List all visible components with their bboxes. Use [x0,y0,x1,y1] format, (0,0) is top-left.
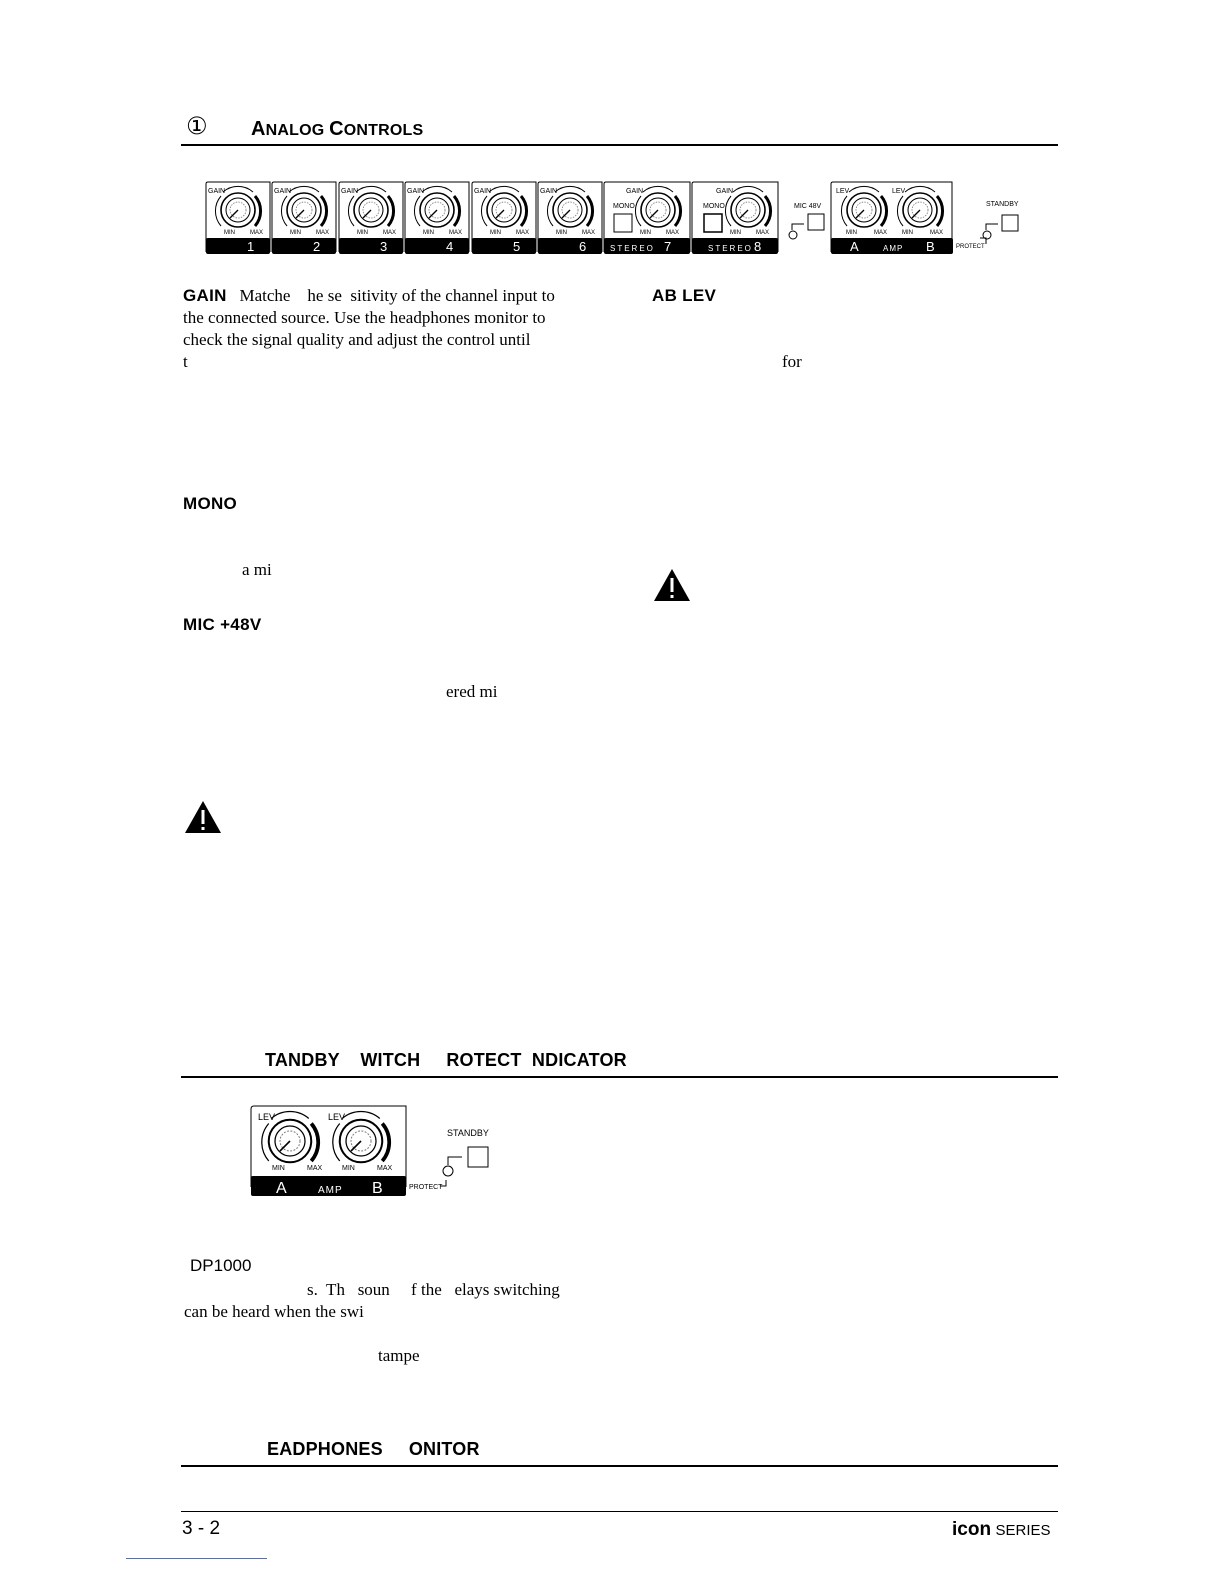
dp1000-fragment: tampe [378,1346,420,1365]
amp-label-large: AMP [318,1185,343,1196]
title-small-a: NALOG [265,122,330,139]
gain-label-4: GAIN [407,188,425,195]
protect-label-large: PROTECT [409,1184,443,1191]
section-rule-1 [181,144,1058,146]
mono-switch-7[interactable] [614,214,632,232]
title-cap-a: A [251,118,266,140]
analog-controls-panel [200,178,1030,262]
min-label-5: MIN [490,230,501,236]
section-title-standby: TANDBY WITCH ROTECT NDICATOR [265,1050,627,1070]
gain-label-2: GAIN [274,188,292,195]
section-rule-2 [181,1076,1058,1078]
min-label-4: MIN [423,230,434,236]
stereo-label-8: STEREO [708,244,753,253]
channel-number-2: 2 [313,239,321,254]
gain-paragraph [183,285,603,373]
amp-b-label-large: B [372,1180,383,1197]
channel-number-7: 7 [664,239,672,254]
min-label-a: MIN [846,230,857,236]
standby-switch-large[interactable] [468,1147,488,1167]
standby-group-large [440,1147,488,1186]
warning-icon [184,800,222,834]
min-label-7: MIN [640,230,651,236]
mic-48v-label: MIC 48V [794,203,822,210]
channel-number-6: 6 [579,239,587,254]
gain-label-6: GAIN [540,188,558,195]
gain-label-3: GAIN [341,188,359,195]
footer-rule [181,1511,1058,1512]
gain-label-5: GAIN [474,188,492,195]
gain-label-1: GAIN [208,188,226,195]
standby-switch[interactable] [1002,215,1018,231]
gain-line-4: t [183,352,188,371]
section-rule-3 [181,1465,1058,1467]
ab-lev-term: AB LEV [652,286,717,305]
max-label-a: MAX [874,230,888,236]
min-label-b: MIN [902,230,913,236]
channel-number-4: 4 [446,239,454,254]
lev-label-a-large: LEV [258,1112,276,1122]
page-number: 3 - 2 [182,1518,221,1539]
gain-line-1 [183,285,603,307]
brand-series-word: SERIES [995,1522,1051,1539]
lev-label-b-large: LEV [328,1112,346,1122]
gain-text-1: Matche he se sitivity of the channel input to [239,286,555,305]
max-label-3: MAX [383,230,397,236]
mic-48v-term: MIC +48V [183,615,262,634]
mono-fragment: a mi [242,560,272,579]
gain-line-3: check the signal quality and adjust the control until [183,330,531,349]
lev-label-a: LEV [836,188,850,195]
mono-label-8: MONO [703,203,725,210]
max-label-a-large: MAX [307,1165,323,1172]
standby-label-large: STANDBY [447,1128,489,1138]
min-label-1: MIN [224,230,235,236]
gain-term: GAIN [183,286,227,305]
channel-number-3: 3 [380,239,388,254]
title-small-c: ONTROLS [343,122,424,139]
max-label-7: MAX [666,230,680,236]
max-label-4: MAX [449,230,463,236]
section-title-headphones: EADPHONES ONITOR [267,1439,480,1459]
channel-number-5: 5 [513,239,521,254]
mic-48v-switch[interactable] [808,214,824,230]
amp-a-label-large: A [276,1180,287,1197]
min-label-a-large: MIN [272,1165,285,1172]
min-label-2: MIN [290,230,301,236]
mic-48v-fragment: ered mi [446,682,498,701]
max-label-6: MAX [582,230,596,236]
gain-label-8: GAIN [716,188,734,195]
gain-label-7: GAIN [626,188,644,195]
mic-48v-switch-group [789,214,824,239]
gain-line-2: the connected source. Use the headphones monitor to [183,308,546,327]
max-label-8: MAX [756,230,770,236]
max-label-2: MAX [316,230,330,236]
channel-number-1: 1 [247,239,255,254]
amp-a-label: A [850,239,859,254]
ab-lev-fragment: for [782,352,802,371]
max-label-1: MAX [250,230,264,236]
mono-label-7: MONO [613,203,635,210]
standby-group [980,215,1018,244]
amp-b-label: B [926,239,935,254]
min-label-b-large: MIN [342,1165,355,1172]
mic-48v-led [789,231,797,239]
dp1000-line-1: s. Th soun f the elays switching [307,1280,560,1299]
mono-term: MONO [183,494,238,513]
standby-label: STANDBY [986,201,1019,208]
stereo-label-7: STEREO [610,244,655,253]
lev-label-b: LEV [892,188,906,195]
warning-icon [653,568,691,602]
footer-brand [952,1519,1051,1541]
footer-link-underline [126,1558,267,1559]
min-label-8: MIN [730,230,741,236]
protect-label: PROTECT [956,244,985,250]
brand-icon-word: icon [952,1519,992,1540]
max-label-b: MAX [930,230,944,236]
amp-label: AMP [883,244,904,253]
max-label-b-large: MAX [377,1165,393,1172]
min-label-3: MIN [357,230,368,236]
protect-led-large [443,1166,453,1176]
mono-switch-8[interactable] [704,214,722,232]
section-marker: ① [186,112,208,140]
title-cap-c: C [329,118,344,140]
amp-standby-panel [248,1103,498,1199]
channel-number-8: 8 [754,239,762,254]
dp1000-term: DP1000 [190,1256,252,1275]
dp1000-line-2: can be heard when the swi [184,1302,364,1321]
min-label-6: MIN [556,230,567,236]
section-title-analog-controls [251,118,423,141]
max-label-5: MAX [516,230,530,236]
